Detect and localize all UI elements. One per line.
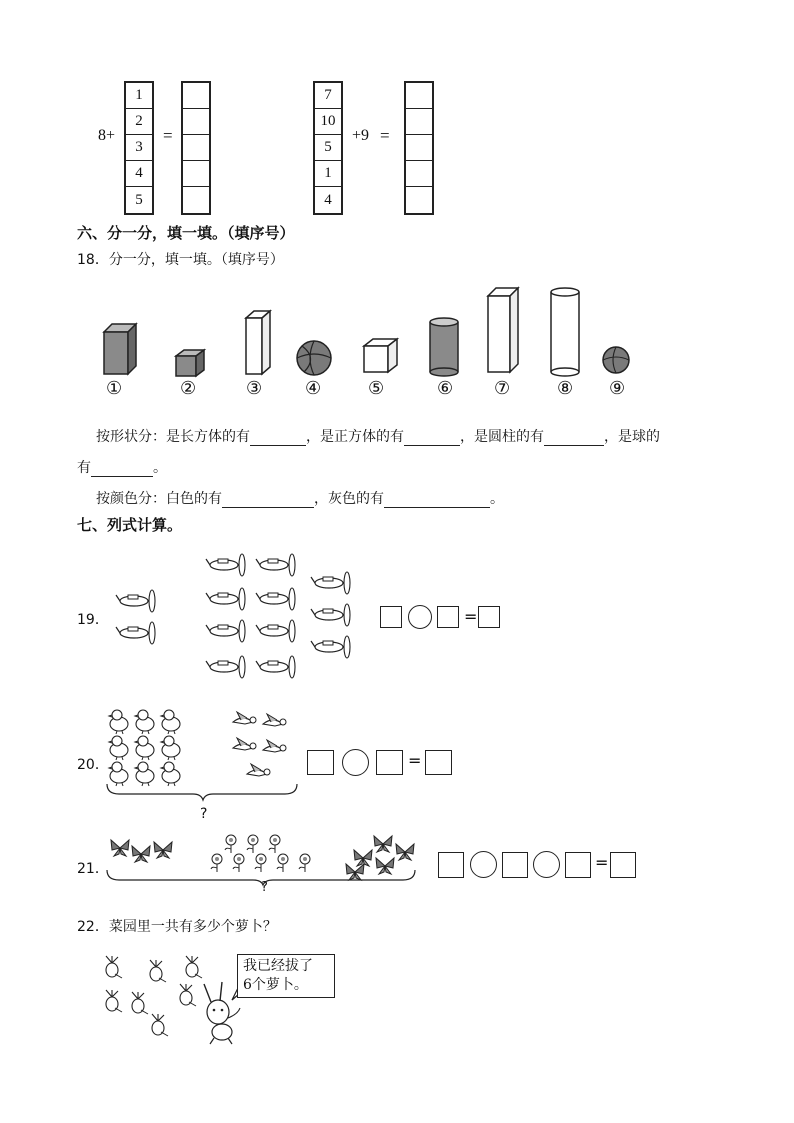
chick-icon — [161, 762, 180, 786]
q22-prompt: 菜园里一共有多少个萝卜？ — [108, 919, 277, 935]
butterfly-icon — [154, 842, 172, 858]
radish-icon — [132, 992, 148, 1014]
q21-question-mark: ? — [261, 880, 268, 895]
cuboid-answer-blank[interactable] — [250, 429, 306, 446]
q17-left-values-column — [124, 81, 154, 215]
q18-shape-line — [96, 426, 660, 446]
flower-icon — [269, 835, 280, 853]
shape-9-ball-icon — [603, 347, 629, 373]
q22-line — [77, 916, 277, 936]
flower-icon — [299, 854, 310, 872]
answer-box[interactable] — [438, 852, 464, 878]
airplane-icon — [256, 656, 295, 678]
q18-shape-line-2 — [77, 457, 167, 477]
equals-sign: = — [595, 853, 609, 872]
answer-cell[interactable] — [183, 83, 209, 109]
operator-circle[interactable] — [470, 851, 497, 878]
shape-1-gray-cuboid-icon — [104, 324, 136, 374]
equals-sign: = — [464, 607, 478, 626]
table-cell: 2 — [126, 109, 152, 135]
flower-icon — [225, 835, 236, 853]
flower-icon — [233, 854, 244, 872]
q17-left-prefix: 8+ — [98, 127, 116, 144]
airplane-icon — [116, 590, 155, 612]
answer-cell[interactable] — [183, 187, 209, 213]
radish-icon — [186, 956, 202, 978]
answer-box[interactable] — [478, 606, 500, 628]
airplane-icon — [206, 620, 245, 642]
flower-icon — [247, 835, 258, 853]
section-7-heading: 七、列式计算。 — [77, 516, 183, 534]
airplane-icon — [311, 572, 350, 594]
radish-icon — [106, 990, 122, 1012]
bird-icon — [233, 712, 256, 724]
shape-label-1: ① — [106, 378, 123, 399]
equals-sign: = — [408, 751, 422, 770]
radish-icon — [106, 956, 122, 978]
table-cell: 4 — [324, 191, 332, 208]
bird-icon — [233, 738, 256, 750]
color-text-a: 按颜色分：白色的有 — [96, 491, 222, 507]
chick-icon — [109, 710, 128, 734]
airplane-icon — [256, 620, 295, 642]
q17-left-equals: = — [163, 126, 173, 145]
answer-box[interactable] — [380, 606, 402, 628]
table-cell: 10 — [315, 109, 341, 135]
shape-text-b: ，是正方体的有 — [306, 429, 404, 445]
brace — [107, 784, 297, 800]
answer-cell[interactable] — [406, 135, 432, 161]
airplane-icon — [311, 636, 350, 658]
answer-box[interactable] — [376, 750, 403, 775]
chick-icon — [109, 736, 128, 760]
q20-number: 20． — [77, 757, 109, 773]
airplane-icon — [311, 604, 350, 626]
operator-circle[interactable] — [533, 851, 560, 878]
q17-right-answer-column[interactable] — [404, 81, 434, 215]
shape-4-ball-icon — [297, 341, 331, 375]
shape-6-gray-cylinder-icon — [430, 318, 458, 376]
shape-text-d: ，是球的 — [604, 429, 660, 445]
operator-circle[interactable] — [342, 749, 369, 776]
speech-bubble-line-2: 6个萝卜。 — [243, 977, 308, 993]
cube-answer-blank[interactable] — [404, 429, 460, 446]
chicks-and-birds-illustration — [105, 706, 305, 796]
color-text-b: ，灰色的有 — [314, 491, 384, 507]
butterfly-icon — [111, 840, 129, 856]
q17-right-values-column — [313, 81, 343, 215]
answer-box[interactable] — [565, 852, 591, 878]
shape-label-3: ③ — [246, 378, 263, 399]
shape-label-2: ② — [180, 378, 197, 399]
shape-text-e: 有 — [77, 460, 91, 476]
chick-icon — [109, 762, 128, 786]
shape-label-7: ⑦ — [494, 378, 511, 399]
q18-color-line — [96, 488, 504, 508]
bird-icon — [247, 764, 270, 776]
chick-icon — [135, 762, 154, 786]
chick-icon — [161, 710, 180, 734]
shape-label-6: ⑥ — [437, 378, 454, 399]
flower-icon — [277, 854, 288, 872]
answer-cell[interactable] — [406, 109, 432, 135]
answer-cell[interactable] — [406, 83, 432, 109]
shape-label-5: ⑤ — [368, 378, 385, 399]
table-cell: 1 — [315, 161, 341, 187]
flower-icon — [255, 854, 266, 872]
shape-label-4: ④ — [305, 378, 322, 399]
answer-cell[interactable] — [183, 109, 209, 135]
q17-right-operator: +9 — [352, 127, 370, 144]
table-cell: 5 — [315, 135, 341, 161]
butterfly-icon — [132, 846, 150, 862]
radish-icon — [152, 1014, 168, 1036]
airplanes-illustration — [105, 543, 375, 693]
answer-box[interactable] — [425, 750, 452, 775]
airplane-icon — [206, 656, 245, 678]
color-text-end: 。 — [490, 491, 504, 507]
radish-icon — [150, 960, 166, 982]
shape-3-white-cuboid-icon — [246, 311, 270, 374]
shape-2-gray-cube-icon — [176, 350, 204, 376]
white-answer-blank[interactable] — [222, 491, 314, 508]
shape-8-white-cylinder-icon — [551, 288, 579, 376]
q17-right-equals: = — [380, 126, 390, 145]
butterfly-icon — [346, 864, 364, 880]
bird-icon — [263, 740, 286, 752]
gray-answer-blank[interactable] — [384, 491, 490, 508]
shape-text-a: 按形状分：是长方体的有 — [96, 429, 250, 445]
butterfly-icon — [396, 844, 414, 860]
airplane-icon — [206, 588, 245, 610]
q18-line — [77, 249, 284, 269]
bird-icon — [263, 714, 286, 726]
q21-number: 21． — [77, 861, 109, 877]
ball-answer-blank[interactable] — [91, 460, 153, 477]
shape-text-c: ，是圆柱的有 — [460, 429, 544, 445]
answer-box[interactable] — [502, 852, 528, 878]
table-cell: 1 — [126, 83, 152, 109]
q22-number: 22． — [77, 919, 109, 935]
answer-box[interactable] — [307, 750, 334, 775]
table-cell: 4 — [126, 161, 152, 187]
answer-cell[interactable] — [406, 187, 432, 213]
airplane-icon — [256, 554, 295, 576]
q18-number: 18． — [77, 252, 109, 268]
butterfly-icon — [376, 858, 394, 874]
table-cell: 5 — [135, 191, 143, 208]
shape-label-8: ⑧ — [557, 378, 574, 399]
speech-bubble — [237, 954, 335, 998]
flower-icon — [211, 854, 222, 872]
chick-icon — [135, 736, 154, 760]
airplane-icon — [116, 622, 155, 644]
airplane-icon — [206, 554, 245, 576]
section-6-heading: 六、分一分，填一填。（填序号） — [77, 224, 295, 242]
operator-circle[interactable] — [408, 605, 432, 629]
q19-number: 19． — [77, 612, 109, 628]
speech-bubble-line-1: 我已经拔了 — [243, 958, 313, 974]
q20-question-mark: ? — [200, 806, 208, 822]
answer-box[interactable] — [610, 852, 636, 878]
shape-5-white-cube-icon — [364, 339, 397, 372]
q17-left-answer-column[interactable] — [181, 81, 211, 215]
radish-icon — [180, 984, 196, 1006]
table-cell: 7 — [315, 83, 341, 109]
shape-7-white-cuboid-icon — [488, 288, 518, 372]
airplane-icon — [256, 588, 295, 610]
butterfly-icon — [374, 836, 392, 852]
answer-cell[interactable] — [183, 135, 209, 161]
butterfly-icon — [354, 850, 372, 866]
chick-icon — [161, 736, 180, 760]
shape-label-9: ⑨ — [609, 378, 626, 399]
table-cell: 3 — [126, 135, 152, 161]
cylinder-answer-blank[interactable] — [544, 429, 604, 446]
chick-icon — [135, 710, 154, 734]
answer-box[interactable] — [437, 606, 459, 628]
answer-cell[interactable] — [406, 161, 432, 187]
rabbit-icon — [204, 982, 240, 1044]
q18-prompt: 分一分，填一填。（填序号） — [108, 252, 284, 268]
answer-cell[interactable] — [183, 161, 209, 187]
shape-text-end: 。 — [153, 460, 167, 476]
